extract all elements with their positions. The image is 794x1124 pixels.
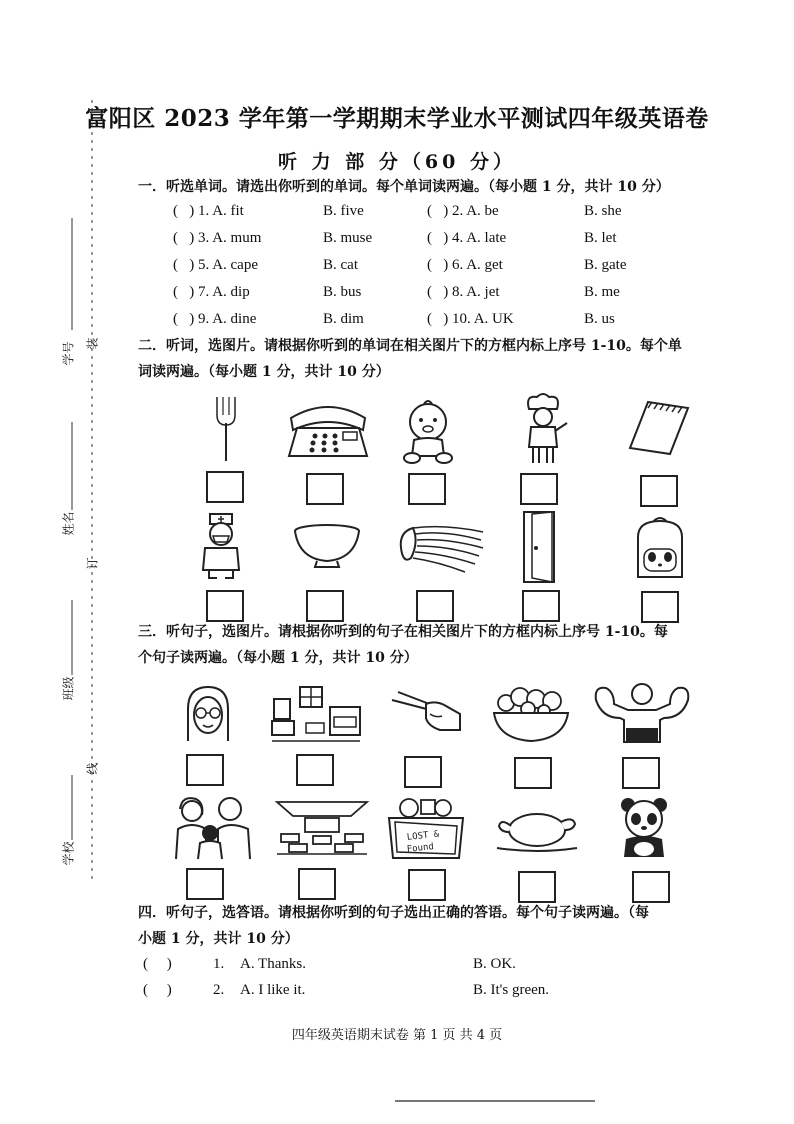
baby-icon [398, 398, 458, 464]
option-b: B. us [584, 311, 615, 327]
answer-paren[interactable]: ( ) [427, 257, 449, 273]
found-label: Found [406, 842, 435, 855]
binding-zhuang: 装 [85, 337, 100, 350]
option-b: B. let [584, 230, 617, 246]
option-b: B. gate [584, 257, 627, 273]
answer-box[interactable] [206, 471, 244, 503]
option-b: B. five [323, 203, 364, 219]
family-icon [172, 795, 252, 861]
answer-box[interactable] [298, 868, 336, 900]
item-number: 2. [213, 982, 225, 998]
answer-box[interactable] [206, 590, 244, 622]
answer-paren[interactable]: ( ) [143, 982, 172, 998]
answer-box[interactable] [640, 475, 678, 507]
section2-heading [138, 333, 738, 385]
answer-box[interactable] [186, 754, 224, 786]
salad-bowl-icon [492, 685, 570, 743]
school-label: 学校 [61, 841, 76, 866]
strong-man-icon [592, 682, 692, 744]
answer-box[interactable] [186, 868, 224, 900]
answer-paren[interactable]: ( ) [173, 284, 195, 300]
bowl-icon [293, 523, 361, 569]
item-number: 1. [213, 956, 225, 972]
answer-paren[interactable]: ( ) [173, 203, 195, 219]
option-a: A. Thanks. [240, 956, 306, 972]
section4-heading-line2: 小题 1 分，共计 10 分） [138, 931, 299, 947]
section1-heading: 一．听选单词。请选出你听到的单词。每个单词读两遍。（每小题 1 分，共计 10 分） [138, 179, 670, 195]
list-item: ( ) 7. A. dip [173, 284, 250, 300]
list-item: ( ) 10. A. UK [427, 311, 514, 327]
section2-heading-line2: 词读两遍。（每小题 1 分，共计 10 分） [138, 364, 390, 380]
answer-box[interactable] [404, 756, 442, 788]
option-b: B. cat [323, 257, 358, 273]
section2-heading-line1: 二．听词，选图片。请根据你听到的单词在相关图片下的方框内标上序号 1-10。每个单 [138, 338, 682, 354]
answer-box[interactable] [514, 757, 552, 789]
option-b: B. It's green. [473, 982, 550, 998]
binding-ding: 订 [85, 557, 100, 570]
classroom-icon [275, 800, 369, 856]
answer-box[interactable] [520, 473, 558, 505]
class-label: 班级 [61, 676, 76, 701]
living-room-icon [270, 685, 362, 743]
roast-chicken-icon [495, 808, 579, 854]
backpack-icon [632, 513, 688, 583]
option-a: A. I like it. [240, 982, 306, 998]
student-id-label: 学号 [61, 341, 76, 366]
lost-found-label: LOST & [406, 829, 440, 843]
answer-box[interactable] [416, 590, 454, 622]
option-b: B. dim [323, 311, 364, 327]
list-item: ( ) 9. A. dine [173, 311, 257, 327]
section3-heading-line1: 三．听句子，选图片。请根据你听到的句子在相关图片下的方框内标上序号 1-10。每 [138, 624, 668, 640]
answer-box[interactable] [408, 869, 446, 901]
list-item: ( ) 3. A. mum [173, 230, 262, 246]
answer-box[interactable] [296, 754, 334, 786]
hair-icon [395, 522, 485, 576]
doctor-icon [195, 510, 247, 582]
panda-icon [618, 795, 670, 859]
fork-icon [208, 395, 244, 463]
section3-heading [138, 619, 738, 671]
answer-paren[interactable]: ( ) [173, 257, 195, 273]
scan-mark [395, 1098, 595, 1104]
chef-icon [515, 393, 571, 465]
option-b: B. me [584, 284, 620, 300]
list-item: ( ) 5. A. cape [173, 257, 258, 273]
list-item: ( ) 4. A. late [427, 230, 507, 246]
option-b: B. bus [323, 284, 362, 300]
answer-box[interactable] [306, 590, 344, 622]
answer-box[interactable] [522, 590, 560, 622]
telephone-icon [283, 400, 373, 460]
section3-heading-line2: 个句子读两遍。（每小题 1 分，共计 10 分） [138, 650, 418, 666]
page-footer: 四年级英语期末试卷 第 1 页 共 4 页 [291, 1028, 503, 1043]
answer-box[interactable] [306, 473, 344, 505]
answer-paren[interactable]: ( ) [143, 956, 172, 972]
door-icon [522, 510, 556, 584]
lost-found-box-icon [385, 796, 467, 860]
answer-box[interactable] [408, 473, 446, 505]
list-item: ( ) 2. A. be [427, 203, 499, 219]
answer-paren[interactable]: ( ) [173, 311, 195, 327]
option-b: B. muse [323, 230, 373, 246]
page-title: 富阳区 2023 学年第一学期期末学业水平测试四年级英语卷 [85, 105, 709, 132]
answer-paren[interactable]: ( ) [427, 311, 449, 327]
option-b: B. OK. [473, 956, 516, 972]
list-item [143, 956, 172, 973]
answer-paren[interactable]: ( ) [427, 284, 449, 300]
answer-paren[interactable]: ( ) [427, 203, 449, 219]
option-b: B. she [584, 203, 622, 219]
section4-heading-line1: 四．听句子，选答语。请根据你听到的句子选出正确的答语。每个句子读两遍。（每 [138, 905, 649, 921]
answer-paren[interactable]: ( ) [173, 230, 195, 246]
girl-glasses-icon [182, 685, 234, 743]
answer-box[interactable] [622, 757, 660, 789]
answer-box[interactable] [518, 871, 556, 903]
list-item: ( ) 8. A. jet [427, 284, 500, 300]
page-subtitle: 听 力 部 分（60 分） [278, 151, 516, 173]
answer-paren[interactable]: ( ) [427, 230, 449, 246]
section4-heading [138, 900, 738, 952]
binding-xian: 线 [85, 762, 100, 775]
name-label: 姓名 [61, 511, 76, 536]
answer-box[interactable] [632, 871, 670, 903]
list-item [143, 982, 172, 999]
notebook-icon [628, 400, 690, 456]
chopsticks-icon [390, 690, 462, 734]
list-item: ( ) 1. A. fit [173, 203, 244, 219]
list-item: ( ) 6. A. get [427, 257, 503, 273]
